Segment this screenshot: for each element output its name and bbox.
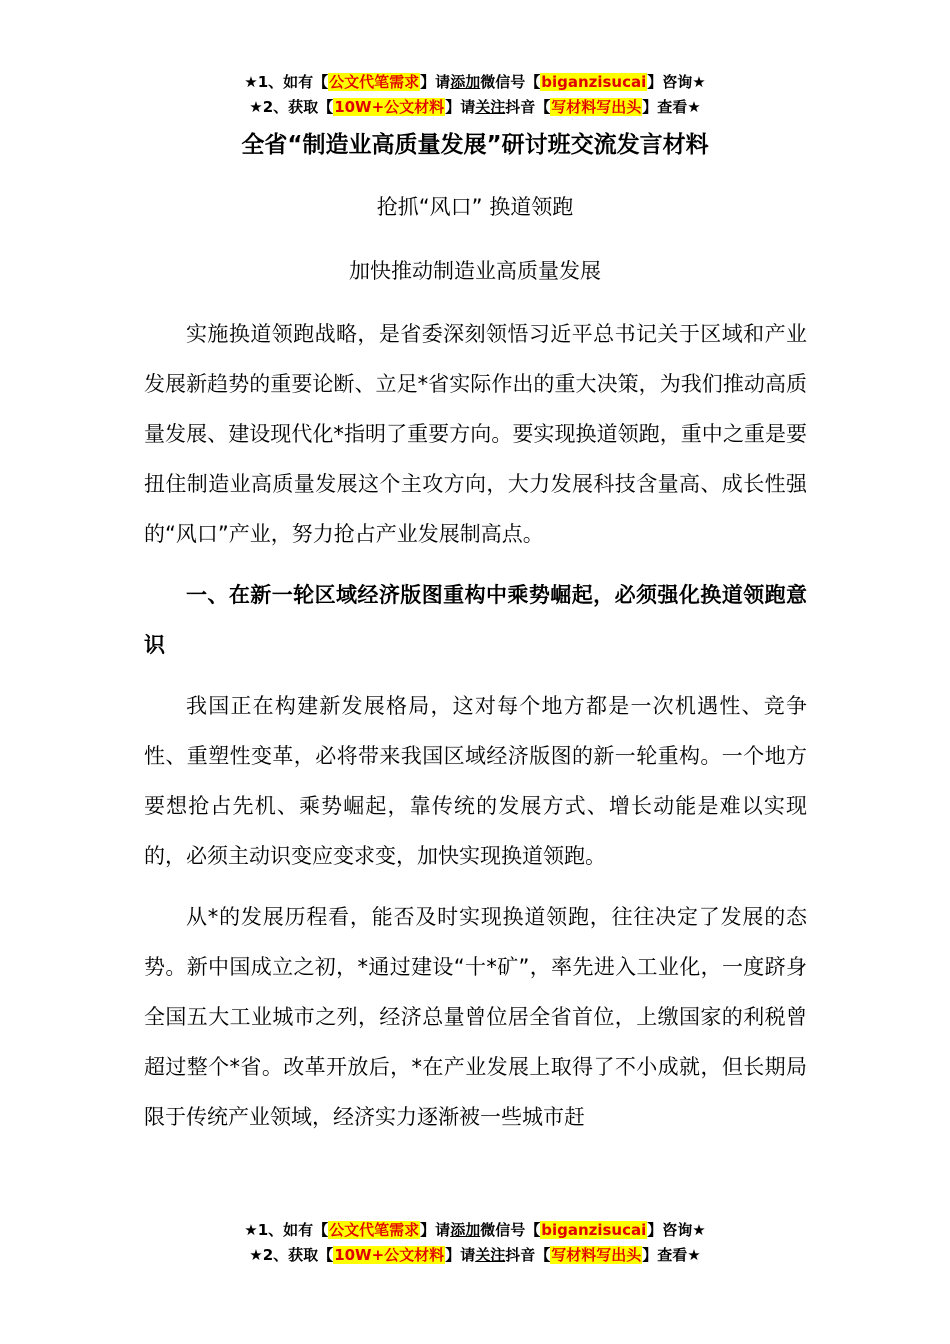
- document-subtitle-1: 抢抓“风口” 换道领跑: [376, 195, 574, 219]
- promo-banner-bottom: [0, 1218, 950, 1268]
- highlight-douyin: 写材料写出头: [551, 98, 642, 116]
- body-paragraph: 我国正在构建新发展格局，这对每个地方都是一次机遇性、竞争性、重塑性变革，必将带来我国区域经济版图的新一轮重构。一个地方要想抢占先机、乘势崛起，靠传统的发展方式、增长动能是难以实现的，必须主动识变应变求变，加快实现换道领跑。: [144, 694, 807, 868]
- highlight-douyin: 写材料写出头: [551, 1246, 642, 1264]
- document-title: 全省“制造业高质量发展”研讨班交流发言材料: [241, 132, 709, 158]
- highlight-service: 公文代笔需求: [329, 73, 420, 91]
- promo-line-2: ★2、获取【10W+公文材料】请关注抖音【写材料写出头】查看★: [249, 98, 701, 116]
- highlight-materials: 10W+公文材料: [334, 98, 445, 116]
- promo-line-2: ★2、获取【10W+公文材料】请关注抖音【写材料写出头】查看★: [249, 1246, 701, 1264]
- promo-banner-top: [0, 70, 950, 120]
- document-subtitle-2: 加快推动制造业高质量发展: [349, 259, 601, 283]
- highlight-materials: 10W+公文材料: [334, 1246, 445, 1264]
- body-paragraph: 从*的发展历程看，能否及时实现换道领跑，往往决定了发展的态势。新中国成立之初，*通过建设“十*矿”，率先进入工业化，一度跻身全国五大工业城市之列，经济总量曾位居全省首位，上缴国家的利税曾超过整个*省。改革开放后，*在产业发展上取得了不小成就，但长期局限于传统产业领域，经济实力逐渐被一些城市赶: [144, 905, 807, 1129]
- highlight-wechat-id: biganzisucai: [541, 1221, 647, 1239]
- section-heading: 一、在新一轮区域经济版图重构中乘势崛起，必须强化换道领跑意识: [144, 583, 807, 657]
- highlight-wechat-id: biganzisucai: [541, 73, 647, 91]
- promo-line-1: ★1、如有【公文代笔需求】请添加微信号【biganzisucai】咨询★: [244, 73, 706, 91]
- body-paragraph: 实施换道领跑战略，是省委深刻领悟习近平总书记关于区域和产业发展新趋势的重要论断、立足*省实际作出的重大决策，为我们推动高质量发展、建设现代化*指明了重要方向。要实现换道领跑，重中之重是要扭住制造业高质量发展这个主攻方向，大力发展科技含量高、成长性强的“风口”产业，努力抢占产业发展制高点。: [144, 322, 807, 546]
- document-body: [144, 309, 807, 1153]
- promo-line-1: ★1、如有【公文代笔需求】请添加微信号【biganzisucai】咨询★: [244, 1221, 706, 1239]
- highlight-service: 公文代笔需求: [329, 1221, 420, 1239]
